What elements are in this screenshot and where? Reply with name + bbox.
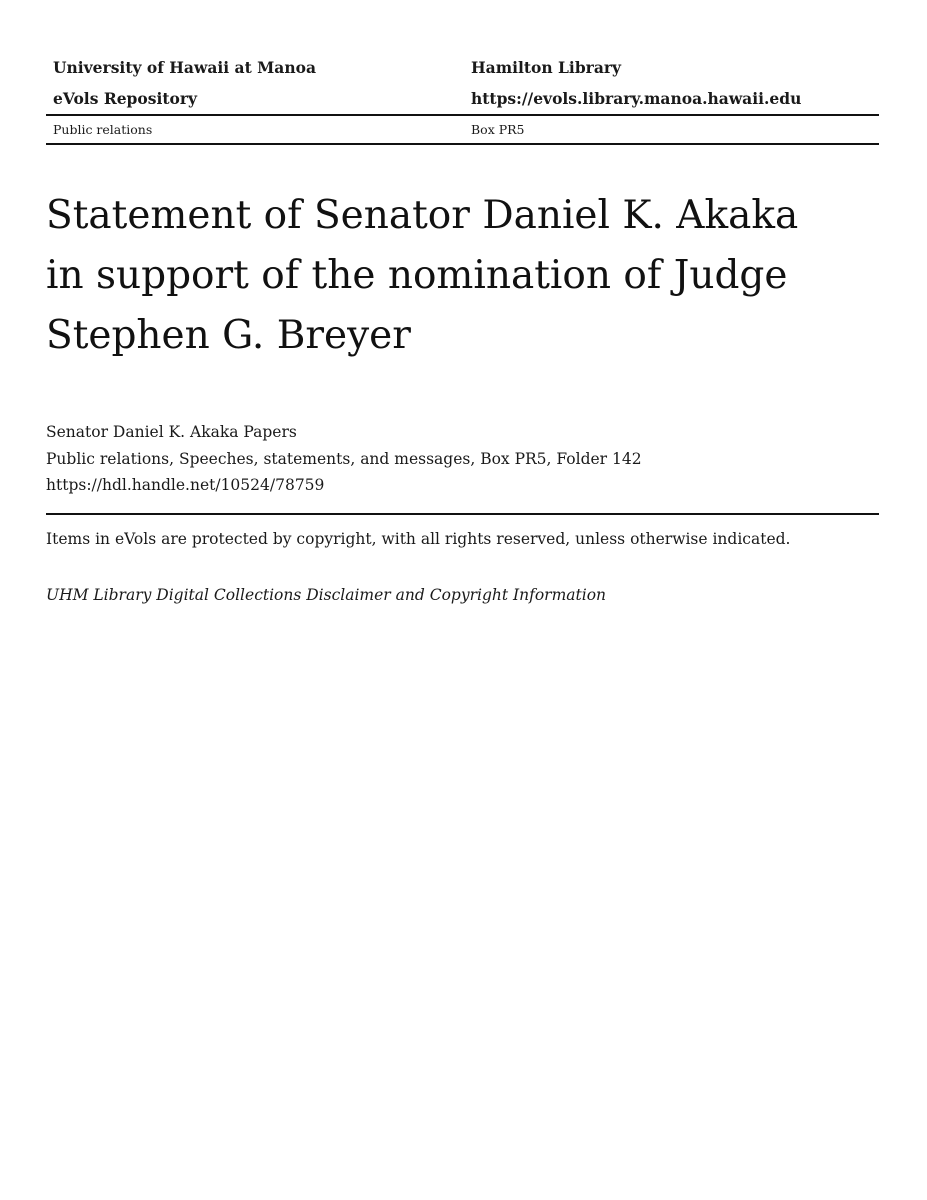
series-label: Public relations [53, 122, 153, 137]
repository-url-link[interactable]: https://evols.library.manoa.hawaii.edu [471, 89, 802, 108]
collection-name: Senator Daniel K. Akaka Papers [46, 423, 297, 441]
header-row-institution [46, 52, 879, 83]
title-line: in support of the nomination of Judge [46, 253, 788, 298]
header-divider-bottom [46, 143, 879, 145]
repository-header [46, 52, 879, 145]
header-row-repository [46, 83, 879, 114]
title-line: Stephen G. Breyer [46, 313, 411, 358]
metadata-divider [46, 513, 879, 515]
repository-name: eVols Repository [53, 89, 198, 108]
box-label: Box PR5 [471, 122, 525, 137]
document-metadata [46, 419, 879, 499]
library-name: Hamilton Library [471, 58, 622, 77]
disclaimer-link[interactable]: UHM Library Digital Collections Disclaimer and Copyright Information [46, 586, 607, 604]
title-line: Statement of Senator Daniel K. Akaka [46, 193, 799, 238]
institution-name: University of Hawaii at Manoa [53, 58, 316, 77]
handle-link[interactable]: https://hdl.handle.net/10524/78759 [46, 476, 325, 494]
document-title [46, 186, 879, 366]
rights-statement: Items in eVols are protected by copyright, with all rights reserved, unless otherwise indicated. [46, 530, 791, 548]
header-row-series [46, 116, 879, 143]
folder-location: Public relations, Speeches, statements, and messages, Box PR5, Folder 142 [46, 449, 642, 468]
